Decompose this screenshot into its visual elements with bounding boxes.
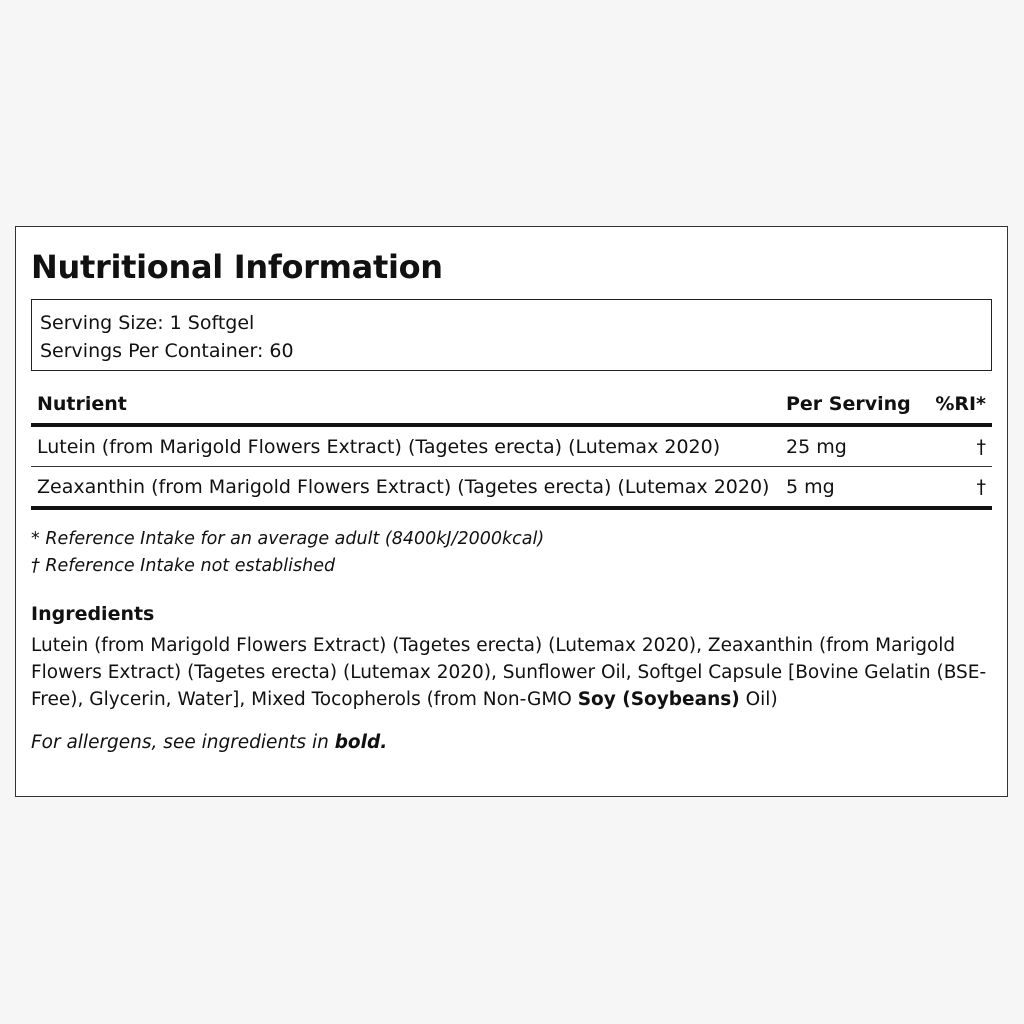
header-nutrient: Nutrient: [31, 387, 780, 425]
table-header-row: [31, 387, 992, 425]
table-row: [31, 467, 992, 509]
header-ri: %RI*: [920, 387, 992, 425]
allergen-soy: Soy (Soybeans): [577, 689, 740, 710]
serving-size: Serving Size: 1 Softgel: [40, 312, 255, 334]
ingredients-heading: Ingredients: [31, 603, 155, 625]
table-row: [31, 425, 992, 467]
footnote-reference-intake: * Reference Intake for an average adult (8400kJ/2000kcal): [31, 529, 545, 549]
ingredients-text: [31, 632, 992, 713]
footnote-not-established: † Reference Intake not established: [31, 556, 336, 576]
allergen-note-bold: bold.: [334, 732, 388, 753]
nutrient-table: [31, 387, 992, 510]
allergen-note-text: For allergens, see ingredients in: [31, 732, 335, 753]
serving-info-box: [31, 299, 992, 371]
nutrition-panel: [15, 226, 1008, 797]
allergen-note: [31, 729, 992, 757]
nutrient-name: Lutein (from Marigold Flowers Extract) (Tagetes erecta) (Lutemax 2020): [31, 425, 780, 467]
nutrient-ri: †: [920, 467, 992, 509]
nutrient-ri: †: [920, 425, 992, 467]
ingredients-text-after: Oil): [739, 689, 778, 710]
nutrient-amount: 25 mg: [780, 425, 920, 467]
nutrient-amount: 5 mg: [780, 467, 920, 509]
nutrient-name: Zeaxanthin (from Marigold Flowers Extract) (Tagetes erecta) (Lutemax 2020): [31, 467, 780, 509]
page-title: Nutritional Information: [31, 248, 443, 286]
servings-per-container: Servings Per Container: 60: [40, 340, 294, 362]
footnotes: [31, 526, 992, 580]
header-per-serving: Per Serving: [780, 387, 920, 425]
ingredients-text-before: Lutein (from Marigold Flowers Extract) (Tagetes erecta) (Lutemax 2020), Zeaxanthin (from Marigold Flowers Extract) (Tagetes erecta) (Lutemax 2020), Sunflower Oil, Softgel Capsule [Bovine Gelatin (BSE-Free), Glycerin, Water], Mixed Tocopherols (from Non-GMO: [31, 635, 987, 710]
